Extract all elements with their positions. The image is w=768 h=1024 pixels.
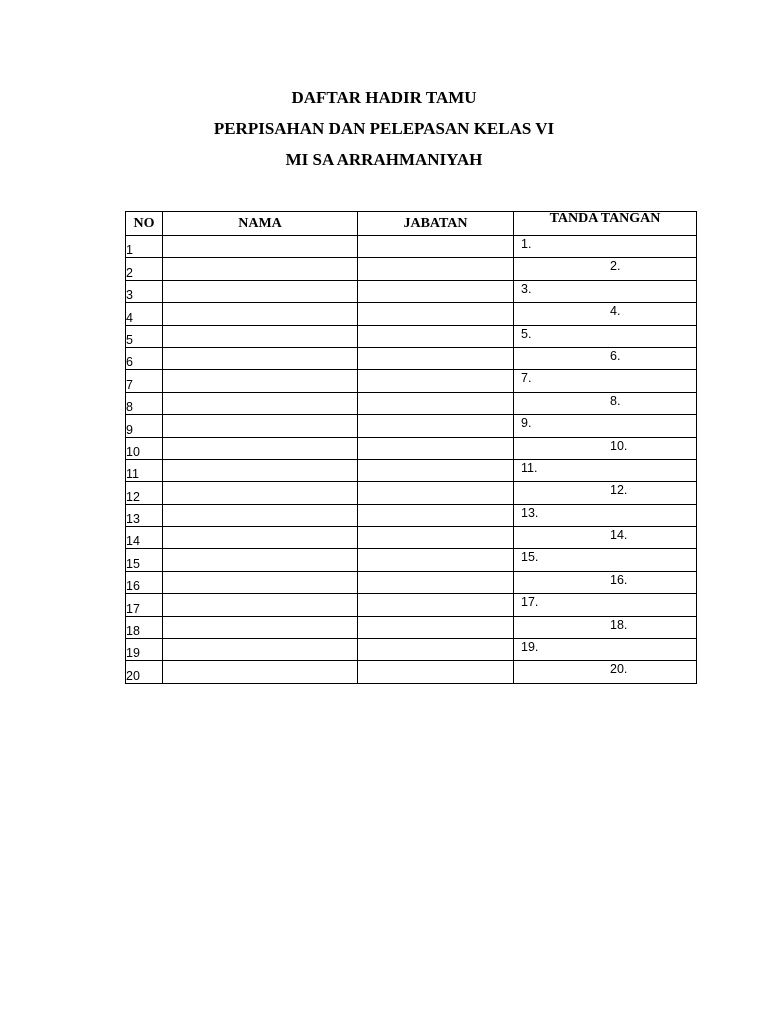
jabatan-cell[interactable] bbox=[358, 594, 514, 616]
signature-cell[interactable] bbox=[514, 616, 697, 638]
row-number: 10 bbox=[126, 437, 163, 459]
jabatan-cell[interactable] bbox=[358, 482, 514, 504]
signature-cell[interactable] bbox=[514, 370, 697, 392]
signature-cell[interactable] bbox=[514, 392, 697, 414]
signature-cell[interactable] bbox=[514, 504, 697, 526]
row-number: 13 bbox=[126, 504, 163, 526]
signature-number: 13. bbox=[521, 505, 539, 520]
table-row bbox=[126, 661, 697, 683]
jabatan-cell[interactable] bbox=[358, 571, 514, 593]
signature-number: 4. bbox=[610, 304, 621, 319]
header-nama: NAMA bbox=[163, 212, 358, 236]
table-row bbox=[126, 527, 697, 549]
table-row bbox=[126, 347, 697, 369]
nama-cell[interactable] bbox=[163, 258, 358, 280]
jabatan-cell[interactable] bbox=[358, 392, 514, 414]
nama-cell[interactable] bbox=[163, 639, 358, 661]
signature-number: 7. bbox=[521, 371, 532, 386]
table-body bbox=[126, 236, 697, 684]
signature-cell[interactable] bbox=[514, 280, 697, 302]
nama-cell[interactable] bbox=[163, 571, 358, 593]
table-row bbox=[126, 437, 697, 459]
nama-cell[interactable] bbox=[163, 415, 358, 437]
signature-cell[interactable] bbox=[514, 437, 697, 459]
row-number: 20 bbox=[126, 661, 163, 683]
nama-cell[interactable] bbox=[163, 280, 358, 302]
document-title: DAFTAR HADIR TAMU bbox=[291, 88, 477, 107]
nama-cell[interactable] bbox=[163, 325, 358, 347]
signature-number: 3. bbox=[521, 281, 532, 296]
signature-cell[interactable] bbox=[514, 639, 697, 661]
signature-cell[interactable] bbox=[514, 459, 697, 481]
jabatan-cell[interactable] bbox=[358, 639, 514, 661]
signature-cell[interactable] bbox=[514, 347, 697, 369]
signature-cell[interactable] bbox=[514, 527, 697, 549]
row-number: 2 bbox=[126, 258, 163, 280]
jabatan-cell[interactable] bbox=[358, 459, 514, 481]
nama-cell[interactable] bbox=[163, 303, 358, 325]
row-number: 7 bbox=[126, 370, 163, 392]
jabatan-cell[interactable] bbox=[358, 370, 514, 392]
table-row bbox=[126, 325, 697, 347]
row-number: 12 bbox=[126, 482, 163, 504]
table-row bbox=[126, 594, 697, 616]
table-row bbox=[126, 616, 697, 638]
signature-number: 5. bbox=[521, 326, 532, 341]
jabatan-cell[interactable] bbox=[358, 437, 514, 459]
nama-cell[interactable] bbox=[163, 236, 358, 258]
row-number: 8 bbox=[126, 392, 163, 414]
table-row bbox=[126, 236, 697, 258]
row-number: 17 bbox=[126, 594, 163, 616]
row-number: 11 bbox=[126, 459, 163, 481]
row-number: 14 bbox=[126, 527, 163, 549]
row-number: 5 bbox=[126, 325, 163, 347]
signature-cell[interactable] bbox=[514, 549, 697, 571]
signature-number: 18. bbox=[610, 617, 628, 632]
row-number: 6 bbox=[126, 347, 163, 369]
signature-number: 9. bbox=[521, 416, 532, 431]
nama-cell[interactable] bbox=[163, 594, 358, 616]
signature-number: 11. bbox=[521, 460, 538, 475]
signature-number: 17. bbox=[521, 595, 539, 610]
signature-cell[interactable] bbox=[514, 594, 697, 616]
school-name: MI SA ARRAHMANIYAH bbox=[285, 150, 483, 169]
signature-number: 8. bbox=[610, 393, 621, 408]
signature-cell[interactable] bbox=[514, 415, 697, 437]
signature-cell[interactable] bbox=[514, 258, 697, 280]
signature-number: 15. bbox=[521, 550, 539, 565]
nama-cell[interactable] bbox=[163, 370, 358, 392]
row-number: 9 bbox=[126, 415, 163, 437]
nama-cell[interactable] bbox=[163, 616, 358, 638]
signature-number: 19. bbox=[521, 640, 539, 655]
jabatan-cell[interactable] bbox=[358, 616, 514, 638]
table-row bbox=[126, 482, 697, 504]
jabatan-cell[interactable] bbox=[358, 325, 514, 347]
row-number: 19 bbox=[126, 639, 163, 661]
signature-number: 12. bbox=[610, 483, 628, 498]
header-tanda-tangan: TANDA TANGAN bbox=[514, 212, 697, 236]
jabatan-cell[interactable] bbox=[358, 236, 514, 258]
nama-cell[interactable] bbox=[163, 549, 358, 571]
nama-cell[interactable] bbox=[163, 459, 358, 481]
row-number: 18 bbox=[126, 616, 163, 638]
table-row bbox=[126, 549, 697, 571]
jabatan-cell[interactable] bbox=[358, 504, 514, 526]
signature-cell[interactable] bbox=[514, 325, 697, 347]
header-no: NO bbox=[126, 212, 163, 236]
jabatan-cell[interactable] bbox=[358, 303, 514, 325]
jabatan-cell[interactable] bbox=[358, 347, 514, 369]
jabatan-cell[interactable] bbox=[358, 280, 514, 302]
row-number: 15 bbox=[126, 549, 163, 571]
signature-number: 2. bbox=[610, 259, 621, 274]
nama-cell[interactable] bbox=[163, 504, 358, 526]
jabatan-cell[interactable] bbox=[358, 415, 514, 437]
attendance-table bbox=[125, 211, 697, 684]
nama-cell[interactable] bbox=[163, 347, 358, 369]
row-number: 1 bbox=[126, 236, 163, 258]
signature-number: 16. bbox=[610, 572, 628, 587]
signature-number: 6. bbox=[610, 348, 621, 363]
jabatan-cell[interactable] bbox=[358, 549, 514, 571]
signature-cell[interactable] bbox=[514, 661, 697, 683]
signature-cell[interactable] bbox=[514, 303, 697, 325]
table-row bbox=[126, 459, 697, 481]
row-number: 3 bbox=[126, 280, 163, 302]
nama-cell[interactable] bbox=[163, 661, 358, 683]
table-row bbox=[126, 258, 697, 280]
signature-cell[interactable] bbox=[514, 571, 697, 593]
document-subtitle: PERPISAHAN DAN PELEPASAN KELAS VI bbox=[213, 119, 555, 138]
table-row bbox=[126, 571, 697, 593]
row-number: 16 bbox=[126, 571, 163, 593]
signature-number: 14. bbox=[610, 528, 628, 543]
table-row bbox=[126, 370, 697, 392]
signature-number: 1. bbox=[521, 237, 532, 251]
jabatan-cell[interactable] bbox=[358, 258, 514, 280]
row-number: 4 bbox=[126, 303, 163, 325]
table-row bbox=[126, 280, 697, 302]
header-jabatan: JABATAN bbox=[358, 212, 514, 236]
nama-cell[interactable] bbox=[163, 482, 358, 504]
signature-number: 20. bbox=[610, 662, 628, 677]
table-header-row bbox=[126, 212, 697, 236]
jabatan-cell[interactable] bbox=[358, 661, 514, 683]
table-row bbox=[126, 392, 697, 414]
nama-cell[interactable] bbox=[163, 392, 358, 414]
signature-cell[interactable] bbox=[514, 236, 697, 258]
table-row bbox=[126, 504, 697, 526]
signature-number: 10. bbox=[610, 438, 628, 453]
signature-cell[interactable] bbox=[514, 482, 697, 504]
table-row bbox=[126, 415, 697, 437]
table-row bbox=[126, 303, 697, 325]
nama-cell[interactable] bbox=[163, 527, 358, 549]
table-row bbox=[126, 639, 697, 661]
nama-cell[interactable] bbox=[163, 437, 358, 459]
jabatan-cell[interactable] bbox=[358, 527, 514, 549]
